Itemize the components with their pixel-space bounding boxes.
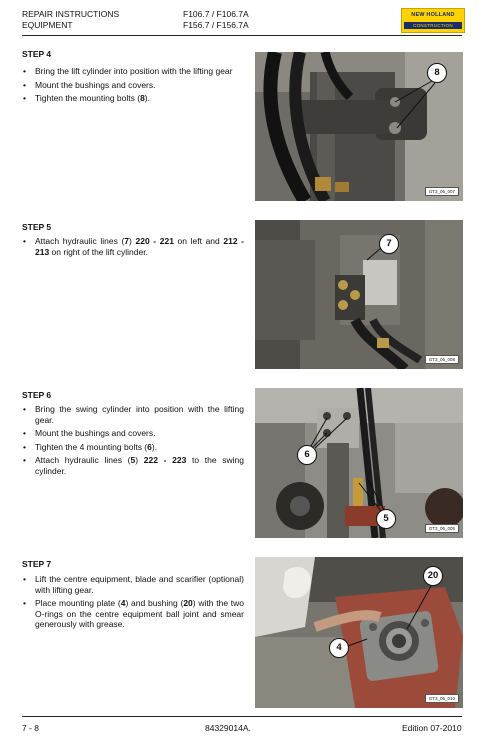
list-item: • Bring the lift cylinder into position with the lifting gear	[22, 66, 244, 77]
step-7-list	[22, 574, 244, 633]
step-6-list	[22, 404, 244, 479]
callout-leader-lines	[255, 388, 463, 538]
list-item: • Lift the centre equipment, blade and scarifier (optional) with lifting gear.	[22, 574, 244, 595]
step-5-list	[22, 236, 244, 260]
list-item: • Bring the swing cylinder into position with the lifting gear.	[22, 404, 244, 425]
callout-4: 4	[329, 638, 349, 658]
header-rule	[22, 35, 462, 36]
list-item: • Attach hydraulic lines (5) 222 - 223 to the swing cylinder.	[22, 455, 244, 476]
photo-code: GT3_06_010	[425, 694, 459, 703]
document-number: 84329014A.	[205, 723, 251, 733]
logo-sub-text: CONSTRUCTION	[404, 22, 462, 29]
step-7-photo	[255, 557, 463, 708]
header-model-line2: F156.7 / F156.7A	[183, 20, 249, 30]
header-models	[183, 9, 249, 31]
step-6-photo	[255, 388, 463, 538]
step-5-photo	[255, 220, 463, 369]
step-4-title: STEP 4	[22, 49, 52, 59]
callout-7: 7	[379, 234, 399, 254]
footer-rule	[22, 716, 462, 717]
callout-20: 20	[423, 566, 443, 586]
list-item: • Tighten the mounting bolts (8).	[22, 93, 244, 104]
step-5-title: STEP 5	[22, 222, 52, 232]
list-item: • Attach hydraulic lines (7) 220 - 221 on left and 212 - 213 on right of the lift cylinder.	[22, 236, 244, 257]
step-4-list	[22, 66, 244, 107]
list-item: • Mount the bushings and covers.	[22, 80, 244, 91]
callout-5: 5	[376, 509, 396, 529]
brand-logo	[401, 8, 465, 33]
page-number: 7 - 8	[22, 723, 40, 733]
photo-code: GT3_06_007	[425, 187, 459, 196]
callout-leader-lines	[255, 557, 463, 708]
callout-8: 8	[427, 63, 447, 83]
list-item: • Place mounting plate (4) and bushing (20) with the two O-rings on the centre equipment ball joint and smear generously with grease.	[22, 598, 244, 630]
header-section-line2: EQUIPMENT	[22, 20, 73, 30]
photo-code: GT3_06_008	[425, 355, 459, 364]
header-model-line1: F106.7 / F106.7A	[183, 9, 249, 19]
list-item: • Mount the bushings and covers.	[22, 428, 244, 439]
callout-leader-lines	[255, 52, 463, 201]
callout-leader-lines	[255, 220, 463, 369]
step-7-title: STEP 7	[22, 559, 52, 569]
header-section	[22, 9, 119, 31]
photo-code: GT3_06_005	[425, 524, 459, 533]
step-6-title: STEP 6	[22, 390, 52, 400]
edition-label: Edition 07-2010	[402, 723, 462, 733]
header-section-line1: REPAIR INSTRUCTIONS	[22, 9, 120, 19]
callout-6: 6	[297, 445, 317, 465]
step-4-photo	[255, 52, 463, 201]
logo-brand-text: NEW HOLLAND	[411, 12, 455, 18]
list-item: • Tighten the 4 mounting bolts (6).	[22, 442, 244, 453]
